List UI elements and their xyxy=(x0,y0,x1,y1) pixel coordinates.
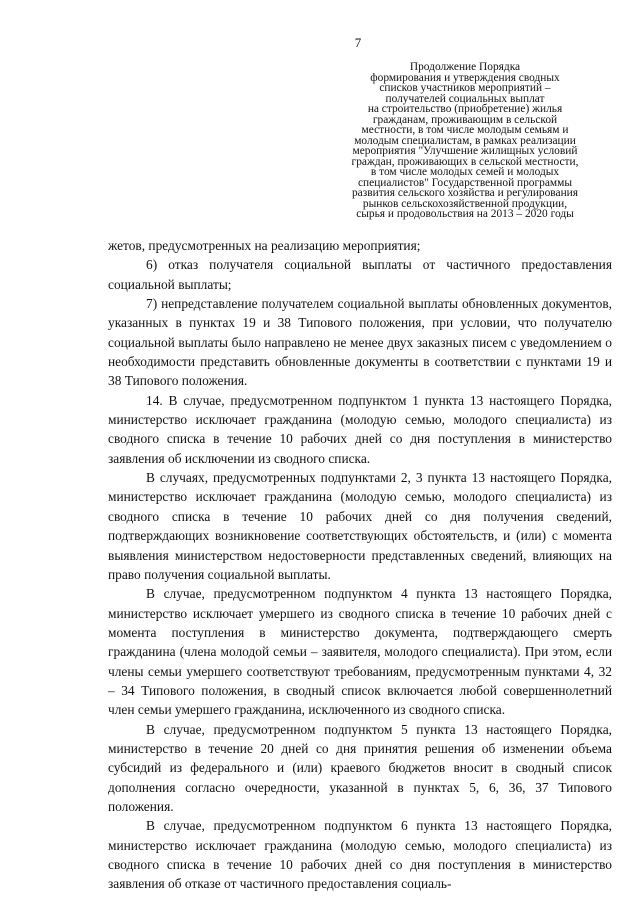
header-line: гражданам, проживающим в сельской xyxy=(372,113,558,126)
header-line: развития сельского хозяйства и регулирования xyxy=(351,187,579,199)
paragraph-case-5: В случае, предусмотренном подпунктом 5 пункта 13 настоящего Порядка, министерство в течение 20 дней со дня принятия решения об изменении объема субсидий из федерального и (или) краевого бюджетов вносит в сводный список дополнения согласно очередности, указанной в пунктах 5, 6, 36, 37 Типового положения. xyxy=(108,721,612,814)
header-line: списков участников мероприятий – xyxy=(379,82,551,94)
header-line: рынков сельскохозяйственной продукции, xyxy=(362,197,568,210)
paragraph-case-6: В случае, предусмотренном подпунктом 6 пункта 13 настоящего Порядка, министерство исключает гражданина (молодую семью, молодого специалиста) из сводного списка в течение 10 рабочих дней со дня поступления в министерство заявления об отказе от частичного предоставления социаль- xyxy=(108,818,612,892)
paragraph-cases-2-3: В случаях, предусмотренных подпунктами 2, 3 пункта 13 настоящего Порядка, министерство исключает гражданина (молодую семью, молодого специалиста) из сводного списка в течение 10 рабочих дней со дня получения сведений, подтверждающих возникновение соответствующих обстоятельств, и (или) с момента выявления министерством недостоверности представленных сведений, влияющих на право получения социальной выплаты. xyxy=(108,470,612,582)
paragraph-continuation: жетов, предусмотренных на реализацию мероприятия; xyxy=(108,238,421,253)
header-line: специалистов" Государственной программы xyxy=(358,176,572,189)
paragraph-item-7: 7) непредставление получателем социальной выплаты обновленных документов, указанных в пунктах 19 и 38 Типового положения, при условии, что получателю социальной выплаты было направлено не менее двух заказных писем с уведомлением о необходимости представить обновленные документы в соответствии с пунктами 19 и 38 Типового положения. xyxy=(108,296,612,389)
paragraph-case-4: В случае, предусмотренном подпунктом 4 пункта 13 настоящего Порядка, министерство исключает умершего из сводного списка в течение 10 рабочих дней с момента поступления в министерство документа, подтверждающего смерть гражданина (члена молодой семьи – заявителя, молодого специалиста). При этом, если члены семьи умершего соответствуют требованиям, предусмотренным пунктами 4, 32 – 34 Типового положения, в сводный список включается любой совершеннолетний член семьи умершего гражданина, исключенного из сводного списка. xyxy=(108,586,612,718)
document-body xyxy=(108,236,612,894)
header-line: местности, в том числе молодым семьям и xyxy=(361,124,569,136)
paragraph-section-14: 14. В случае, предусмотренном подпунктом 1 пункта 13 настоящего Порядка, министерство исключает гражданина (молодую семью, молодого специалиста) из сводного списка в течение 10 рабочих дней со дня поступления в министерство заявления об исключении из сводного списка. xyxy=(108,392,612,466)
page-number: 7 xyxy=(354,35,362,50)
header-line: получателей социальных выплат xyxy=(385,92,545,105)
header-line: в том числе молодых семей и молодых xyxy=(370,166,560,178)
header-line: формирования и утверждения сводных xyxy=(370,71,560,84)
header-line: сырья и продовольствия на 2013 – 2020 годы xyxy=(356,208,574,220)
document-header xyxy=(318,62,612,220)
paragraph-item-6: 6) отказ получателя социальной выплаты от частичного предоставления социальной выплаты; xyxy=(108,257,612,292)
header-line: на строительство (приобретение) жилья xyxy=(367,103,563,115)
header-line: Продолжение Порядка xyxy=(409,61,521,73)
header-line: молодым специалистам, в рамках реализации xyxy=(354,134,576,147)
header-line: мероприятия "Улучшение жилищных условий xyxy=(352,145,578,157)
header-line: граждан, проживающих в сельской местности, xyxy=(351,155,579,168)
